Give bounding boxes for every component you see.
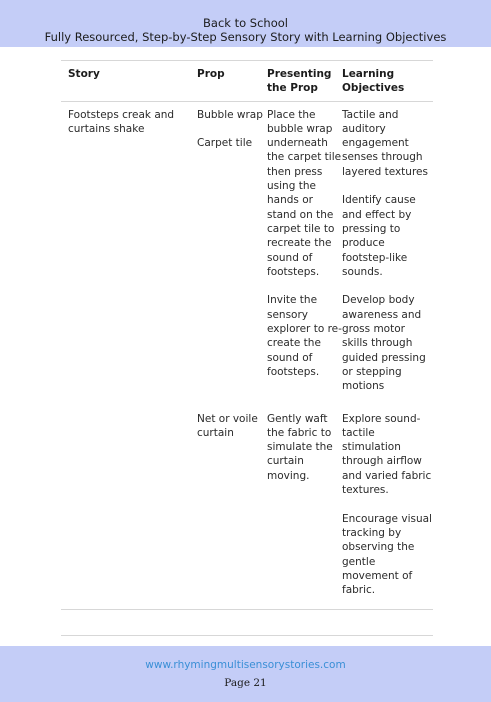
presenting-cell (267, 101, 342, 393)
objective-item: Explore sound-tactile stimulation through airflow and varied fabric textures. (342, 412, 432, 497)
presenting-item: Gently waft the fabric to simulate the curtain moving. (267, 412, 333, 482)
objectives-cell (342, 101, 433, 393)
presenting-item: Invite the sensory explorer to re-create the sound of footsteps. (267, 294, 342, 378)
table-row (61, 101, 433, 393)
presenting-cell (267, 394, 342, 598)
table-row (61, 394, 433, 598)
objective-item: Identify cause and effect by pressing to produce footstep-like sounds. (342, 194, 416, 278)
objective-item: Develop body awareness and gross motor skills through guided pressing or stepping motions (342, 294, 426, 393)
table-bottom-rule (61, 609, 433, 610)
column-header-objectives: Learning Objectives (342, 61, 433, 102)
objective-item: Encourage visual tracking by observing the gentle movement of fabric. (342, 512, 432, 597)
story-text: Footsteps creak and curtains shake (68, 108, 175, 135)
story-cell (61, 101, 197, 393)
prop-cell (197, 394, 267, 598)
page-footer (0, 646, 491, 702)
page-header (0, 0, 491, 47)
column-header-story: Story (61, 61, 197, 102)
objectives-cell (342, 394, 433, 598)
presenting-item: Place the bubble wrap underneath the carpet tile then press using the hands or stand on the carpet tile to recreate the sound of footsteps. (267, 108, 342, 278)
objective-item: Tactile and auditory engagement senses through layered textures (342, 108, 428, 178)
table-header-row (61, 61, 433, 102)
prop-item: Net or voile curtain (197, 412, 258, 439)
sensory-story-table (61, 60, 433, 597)
page-number: Page 21 (224, 677, 267, 689)
prop-item: Carpet tile (197, 137, 253, 150)
header-title: Back to School (203, 16, 288, 30)
header-subtitle: Fully Resourced, Step-by-Step Sensory Story with Learning Objectives (44, 30, 447, 44)
column-header-presenting: Presenting the Prop (267, 61, 342, 102)
prop-item: Bubble wrap (197, 108, 263, 121)
column-header-prop: Prop (197, 61, 267, 102)
website-link[interactable]: www.rhymingmultisensorystories.com (145, 659, 346, 671)
page-rule (61, 635, 433, 636)
prop-cell (197, 101, 267, 393)
